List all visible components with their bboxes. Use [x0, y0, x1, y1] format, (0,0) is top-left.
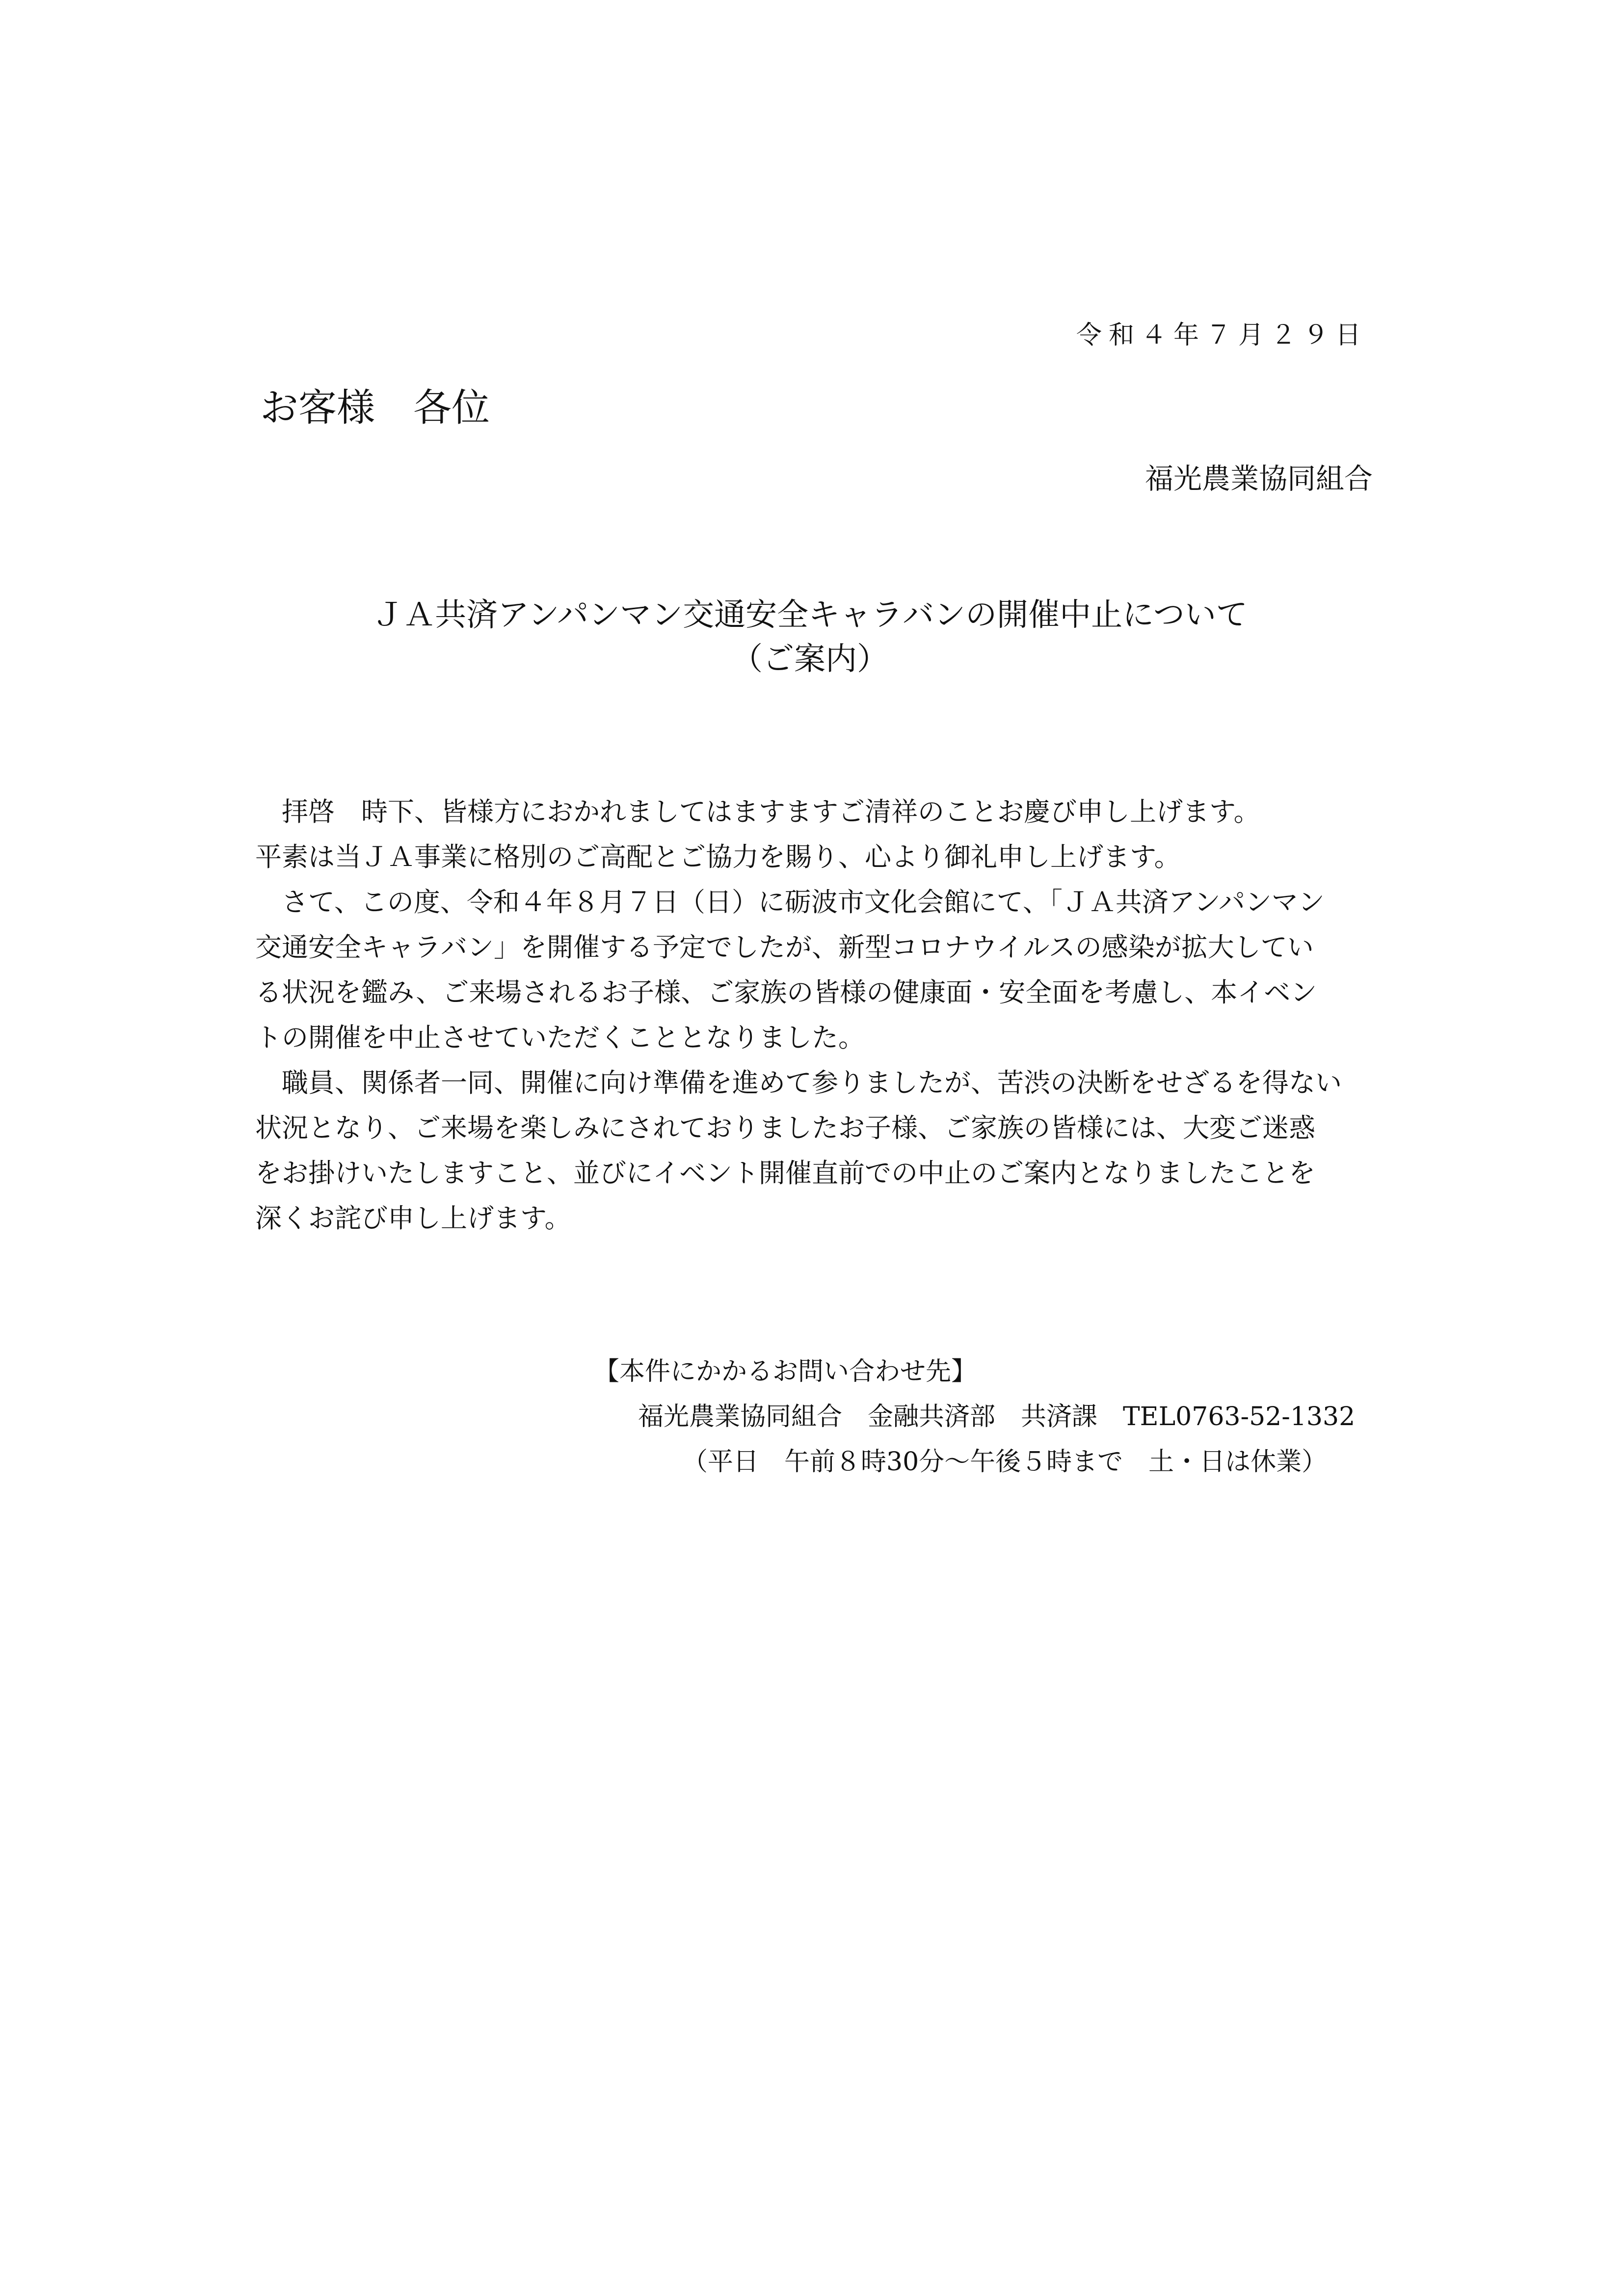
body-line: る状況を鑑み、ご来場されるお子様、ご家族の皆様の健康面・安全面を考慮し、本イベン — [255, 977, 1317, 1008]
title-line-1: ＪＡ共済アンパンマン交通安全キャラバンの開催中止について — [372, 597, 1248, 633]
body-line: 拝啓 時下、皆様方におかれましてはますますご清祥のことお慶び申し上げます。 — [255, 796, 1260, 827]
body-line: 深くお詫び申し上げます。 — [255, 1203, 571, 1234]
letter-title — [245, 593, 1374, 681]
body-line: 状況となり、ご来場を楽しみにされておりましたお子様、ご家族の皆様には、大変ご迷惑 — [255, 1112, 1315, 1143]
contact-hours: （平日 午前８時30分～午後５時まで 土・日は休業） — [682, 1447, 1328, 1477]
contact-block — [594, 1349, 1355, 1485]
contact-organization: 福光農業協同組合 金融共済部 共済課 TEL0763-52-1332 — [638, 1402, 1356, 1432]
title-line-2: （ご案内） — [731, 641, 888, 677]
body-line: さて、この度、令和４年８月７日（日）に砺波市文化会館にて、「ＪＡ共済アンパンマン — [255, 887, 1325, 918]
letter-date: 令和４年７月２９日 — [1076, 321, 1368, 350]
addressee: お客様 各位 — [260, 386, 490, 430]
sender-organization: 福光農業協同組合 — [1144, 462, 1373, 495]
body-line: をお掛けいたしますこと、並びにイベント開催直前での中止のご案内となりましたことを — [255, 1158, 1315, 1189]
letter-body — [255, 789, 1384, 1241]
body-line: 職員、関係者一同、開催に向け準備を進めて参りましたが、苦渋の決断をせざるを得ない — [255, 1067, 1342, 1098]
body-line: 交通安全キャラバン」を開催する予定でしたが、新型コロナウイルスの感染が拡大してい — [255, 932, 1314, 963]
contact-heading: 【本件にかかるお問い合わせ先】 — [594, 1357, 977, 1386]
body-line: 平素は当ＪＡ事業に格別のご高配とご協力を賜り、心より御礼申し上げます。 — [255, 841, 1181, 872]
body-line: トの開催を中止させていただくこととなりました。 — [255, 1022, 865, 1053]
